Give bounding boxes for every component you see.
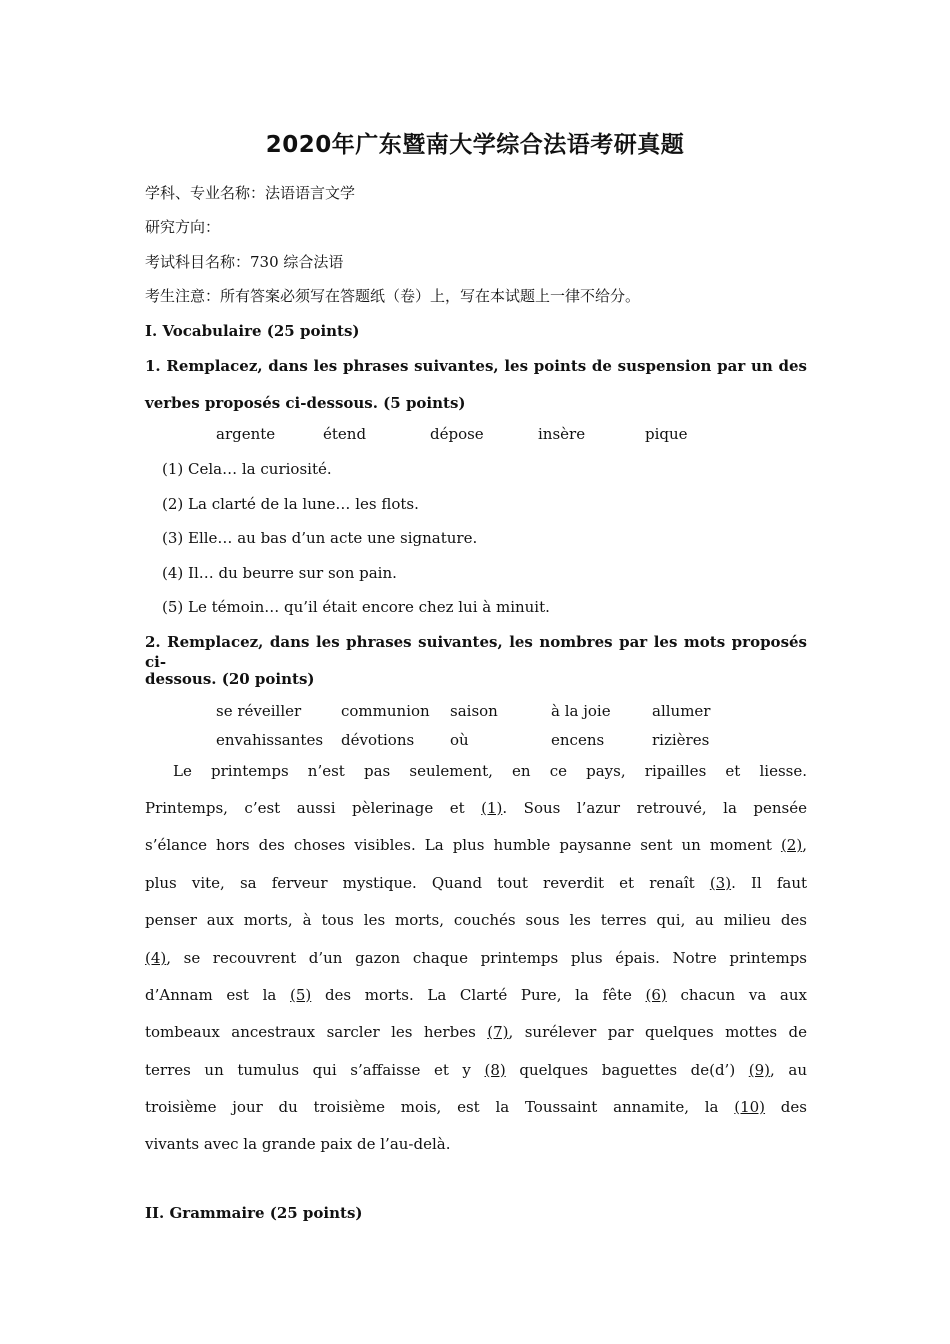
blank-9: (9) bbox=[748, 1061, 771, 1079]
q1-item: (1) Cela… la curiosité. bbox=[162, 460, 332, 478]
q2-option: communion bbox=[341, 702, 430, 720]
passage-line: d’Annam est la (5) des morts. La Clarté Pure, la fête (6) chacun va aux bbox=[145, 986, 807, 1004]
q1-item: (2) La clarté de la lune… les flots. bbox=[162, 495, 419, 513]
q1-item: (4) Il… du beurre sur son pain. bbox=[162, 564, 397, 582]
q1-option: pique bbox=[645, 425, 688, 443]
blank-3: (3) bbox=[709, 874, 732, 892]
passage-line: penser aux morts, à tous les morts, couchés sous les terres qui, au milieu des bbox=[145, 911, 807, 929]
passage-line: (4), se recouvrent d’un gazon chaque printemps plus épais. Notre printemps bbox=[145, 949, 807, 967]
passage-line: vivants avec la grande paix de l’au-delà. bbox=[145, 1135, 451, 1153]
q2-option: allumer bbox=[652, 702, 711, 720]
blank-8: (8) bbox=[484, 1061, 506, 1079]
q1-option: étend bbox=[323, 425, 367, 443]
q2-option: rizières bbox=[652, 731, 710, 749]
q2-option: où bbox=[450, 731, 469, 749]
passage-line: s’élance hors des choses visibles. La plus humble paysanne sent un moment (2), bbox=[145, 836, 807, 854]
q2-option: encens bbox=[551, 731, 605, 749]
q1-instruction-line2: verbes proposés ci-dessous. (5 points) bbox=[145, 394, 466, 412]
q2-option: envahissantes bbox=[216, 731, 324, 749]
q1-item: (3) Elle… au bas d’un acte une signature. bbox=[162, 529, 478, 547]
meta-subject: 学科、专业名称：法语语言文学 bbox=[145, 184, 356, 202]
q2-instruction-line1: 2. Remplacez, dans les phrases suivantes, les nombres par les mots proposés ci- bbox=[145, 633, 807, 671]
q2-option: saison bbox=[450, 702, 498, 720]
q2-instruction-line2: dessous. (20 points) bbox=[145, 670, 315, 688]
passage-line: Le printemps n’est pas seulement, en ce pays, ripailles et liesse. bbox=[173, 762, 807, 780]
blank-4: (4) bbox=[145, 949, 167, 967]
blank-5: (5) bbox=[290, 986, 312, 1004]
blank-6: (6) bbox=[645, 986, 667, 1004]
q2-option: dévotions bbox=[341, 731, 415, 749]
passage-line: troisième jour du troisième mois, est la Toussaint annamite, la (10) des bbox=[145, 1098, 807, 1116]
section2-heading: II. Grammaire (25 points) bbox=[145, 1204, 363, 1222]
q1-item: (5) Le témoin… qu’il était encore chez lui à minuit. bbox=[162, 598, 550, 616]
section1-heading: I. Vocabulaire (25 points) bbox=[145, 322, 360, 340]
q1-option: argente bbox=[216, 425, 276, 443]
blank-2: (2) bbox=[780, 836, 803, 854]
q1-option: insère bbox=[538, 425, 586, 443]
q1-option: dépose bbox=[430, 425, 484, 443]
q2-option: à la joie bbox=[551, 702, 611, 720]
passage-line: Printemps, c’est aussi pèlerinage et (1). Sous l’azur retrouvé, la pensée bbox=[145, 799, 807, 817]
q2-option: se réveiller bbox=[216, 702, 302, 720]
meta-course: 考试科目名称：730 综合法语 bbox=[145, 253, 344, 271]
q1-instruction-line1: 1. Remplacez, dans les phrases suivantes, les points de suspension par un des bbox=[145, 357, 807, 375]
blank-7: (7) bbox=[487, 1023, 509, 1041]
meta-notice: 考生注意：所有答案必须写在答题纸（卷）上，写在本试题上一律不给分。 bbox=[145, 287, 641, 305]
page-title: 2020年广东暨南大学综合法语考研真题 bbox=[265, 132, 685, 158]
passage-line: tombeaux ancestraux sarcler les herbes (7), surélever par quelques mottes de bbox=[145, 1023, 807, 1041]
blank-10: (10) bbox=[734, 1098, 766, 1116]
meta-direction: 研究方向： bbox=[145, 218, 221, 236]
passage-line: plus vite, sa ferveur mystique. Quand tout reverdit et renaît (3). Il faut bbox=[145, 874, 808, 892]
passage-line: terres un tumulus qui s’affaisse et y (8) quelques baguettes de(d’) (9), au bbox=[145, 1061, 807, 1079]
blank-1: (1) bbox=[481, 799, 503, 817]
